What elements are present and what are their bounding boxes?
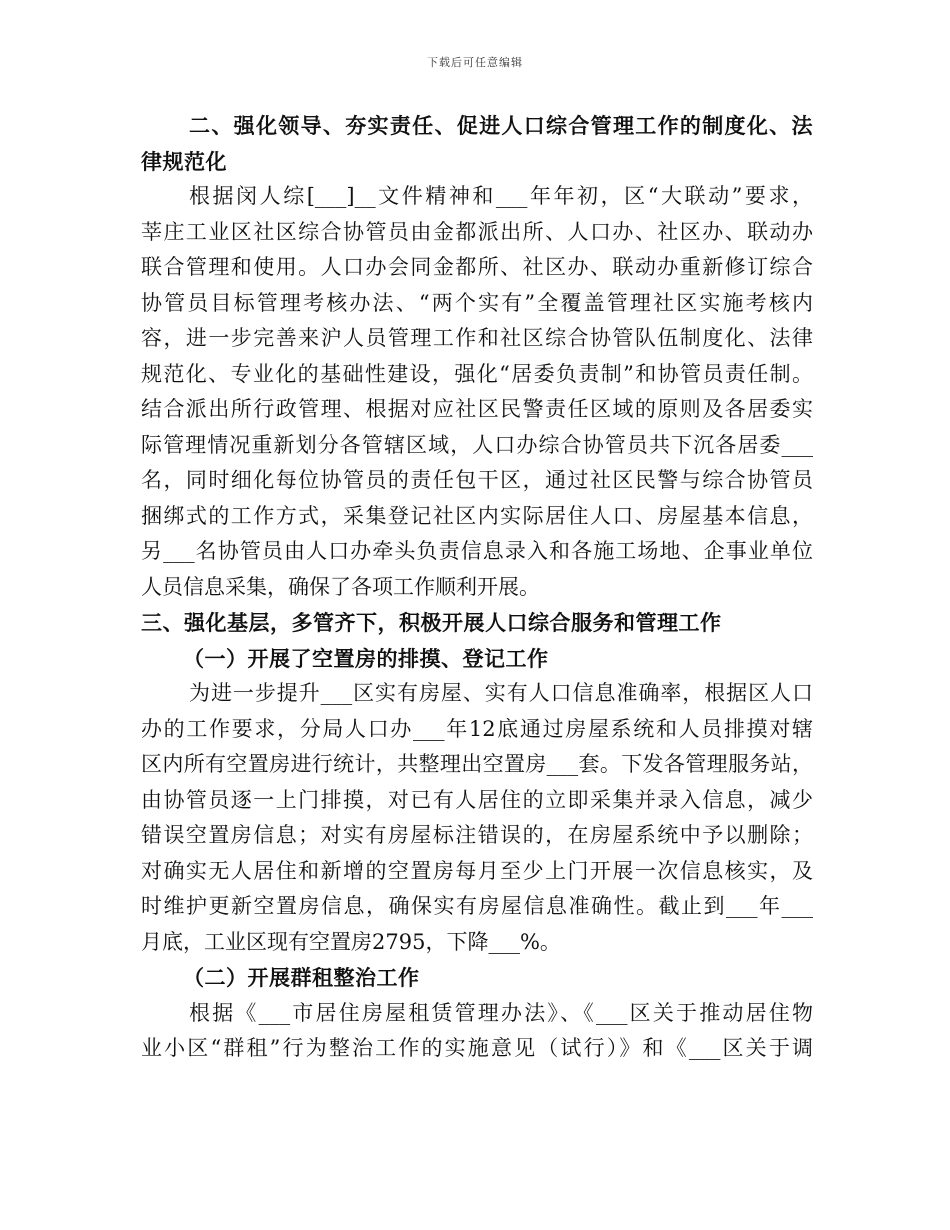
paragraph-line: 人员信息采集，确保了各项工作顺利开展。 xyxy=(141,574,540,599)
paragraph-line: 为进一步提升___区实有房屋、实有人口信息准确率，根据区人口 xyxy=(189,681,813,705)
paragraph-line: 错误空置房信息；对实有房屋标注错误的，在房屋系统中予以删除； xyxy=(141,823,813,847)
paragraph-line: 对确实无人居住和新增的空置房每月至少上门开展一次信息核实，及 xyxy=(141,858,813,883)
paragraph-line: 根据《___市居住房屋租赁管理办法》、《___区关于推动居住物 xyxy=(189,1000,813,1025)
paragraph-line: 时维护更新空置房信息，确保实有房屋信息准确性。截止到___年___ xyxy=(141,894,813,918)
page-header-note: 下载后可任意编辑 xyxy=(427,56,523,69)
paragraph-line: 莘庄工业区社区综合协管员由金都派出所、人口办、社区办、联动办 xyxy=(141,219,813,244)
paragraph-line: 业小区“群租”行为整治工作的实施意见（试行）》和《___区关于调 xyxy=(141,1036,813,1060)
document-body xyxy=(141,108,813,1067)
section-heading-line: 三、强化基层，多管齐下，积极开展人口综合服务和管理工作 xyxy=(141,610,722,635)
paragraph-line: 名，同时细化每位协管员的责任包干区，通过社区民警与综合协管员 xyxy=(141,468,813,492)
section-heading-line: 律规范化 xyxy=(141,148,227,174)
paragraph-line: 结合派出所行政管理、根据对应社区民警责任区域的原则及各居委实 xyxy=(141,397,813,421)
paragraph-line: 另___名协管员由人口办牵头负责信息录入和各施工场地、企事业单位 xyxy=(141,539,813,563)
paragraph-line: 际管理情况重新划分各管辖区域，人口办综合协管员共下沉各居委___ xyxy=(141,432,813,457)
paragraph-line: 联合管理和使用。人口办会同金都所、社区办、联动办重新修订综合 xyxy=(141,255,813,279)
paragraph-line: 区内所有空置房进行统计，共整理出空置房___套。下发各管理服务站， xyxy=(141,752,813,776)
section-heading-line: （一）开展了空置房的排摸、登记工作 xyxy=(183,645,549,671)
section-heading-line: 二、强化领导、夯实责任、促进人口综合管理工作的制度化、法 xyxy=(189,113,813,138)
paragraph-line: 办的工作要求，分局人口办___年12底通过房屋系统和人员排摸对辖 xyxy=(141,716,813,741)
paragraph-line: 捆绑式的工作方式，采集登记社区内实际居住人口、房屋基本信息， xyxy=(141,503,813,528)
paragraph-line: 月底，工业区现有空置房2795，下降___%。 xyxy=(141,929,561,954)
paragraph-line: 根据闵人综[___]__文件精神和___年年初，区“大联动”要求， xyxy=(189,184,813,208)
paragraph-line: 由协管员逐一上门排摸，对已有人居住的立即采集并录入信息，减少 xyxy=(141,787,813,812)
paragraph-line: 容，进一步完善来沪人员管理工作和社区综合协管队伍制度化、法律 xyxy=(141,326,813,350)
section-heading-line: （二）开展群租整治工作 xyxy=(183,965,420,990)
paragraph-line: 协管员目标管理考核办法、“两个实有”全覆盖管理社区实施考核内 xyxy=(141,290,813,315)
paragraph-line: 规范化、专业化的基础性建设，强化“居委负责制”和协管员责任制。 xyxy=(141,361,813,386)
